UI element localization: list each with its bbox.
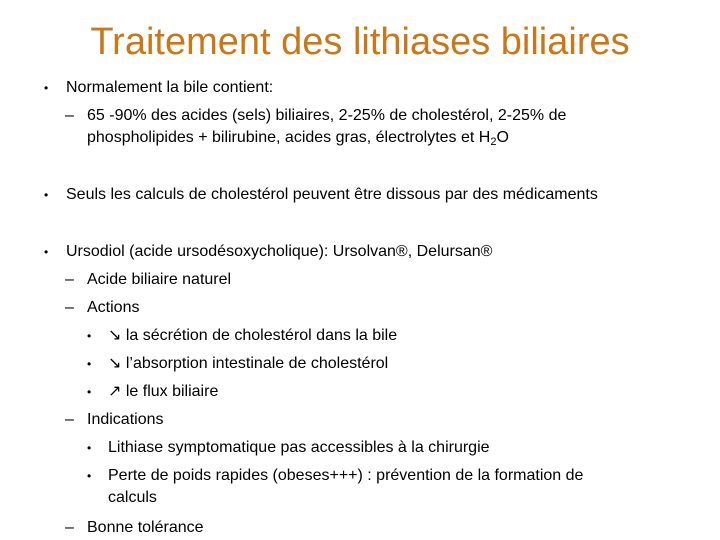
bullet-glyph: • (44, 81, 49, 95)
dash-glyph: – (65, 411, 74, 428)
dash-glyph: – (65, 519, 74, 536)
bullet-text-line2: calculs (108, 489, 157, 506)
bullet-glyph: • (87, 357, 92, 371)
bullet-item (44, 184, 598, 206)
bullet-glyph: • (87, 469, 92, 483)
bullet-text: Indications (87, 411, 164, 428)
text-prefix: phospholipides + bilirubine, acides gras, électrolytes et H (87, 129, 491, 146)
bullet-text: ↘ l’absorption intestinale de cholestérol (108, 355, 389, 372)
bullet-text: Seuls les calculs de cholestérol peuvent être dissous par des médicaments (66, 186, 598, 203)
bullet-text: ↘ la sécrétion de cholestérol dans la bile (108, 327, 398, 344)
bullet-text-line2 (87, 129, 509, 146)
bullet-glyph: • (87, 441, 92, 455)
sub-bullet-item (65, 269, 232, 291)
sub-sub-bullet-item (87, 381, 219, 403)
dash-glyph: – (65, 299, 74, 316)
bullet-text: ↗ le flux biliaire (108, 383, 219, 400)
sub-bullet-item (65, 409, 164, 431)
bullet-text-line1: 65 -90% des acides (sels) biliaires, 2-25% de cholestérol, 2-25% de (87, 107, 567, 124)
bullet-glyph: • (87, 385, 92, 399)
bullet-item (44, 77, 274, 99)
bullet-text: Normalement la bile contient: (66, 79, 274, 96)
sub-sub-bullet-item (87, 325, 398, 347)
sub-sub-bullet-item (87, 353, 389, 375)
sub-sub-bullet-item (87, 465, 584, 509)
bullet-text: Lithiase symptomatique pas accessibles à la chirurgie (108, 439, 490, 456)
sub-bullet-item (65, 297, 140, 319)
bullet-text: Bonne tolérance (87, 519, 204, 536)
bullet-glyph: • (44, 188, 49, 202)
dash-glyph: – (65, 107, 74, 124)
bullet-text: Actions (87, 299, 140, 316)
slide-title: Traitement des lithiases biliaires (90, 21, 630, 63)
sub-sub-bullet-item (87, 437, 490, 459)
bullet-text: Ursodiol (acide ursodésoxycholique): Ursolvan®, Delursan® (66, 243, 493, 260)
bullet-item (44, 241, 493, 263)
dash-glyph: – (65, 271, 74, 288)
bullet-glyph: • (44, 245, 49, 259)
bullet-glyph: • (87, 329, 92, 343)
bullet-text-line1: Perte de poids rapides (obeses+++) : prévention de la formation de (108, 467, 584, 484)
subscript-2: 2 (490, 136, 497, 148)
bullet-text: Acide biliaire naturel (87, 271, 232, 288)
text-suffix: O (496, 129, 509, 146)
sub-bullet-item (65, 105, 567, 149)
sub-bullet-item (65, 517, 204, 539)
